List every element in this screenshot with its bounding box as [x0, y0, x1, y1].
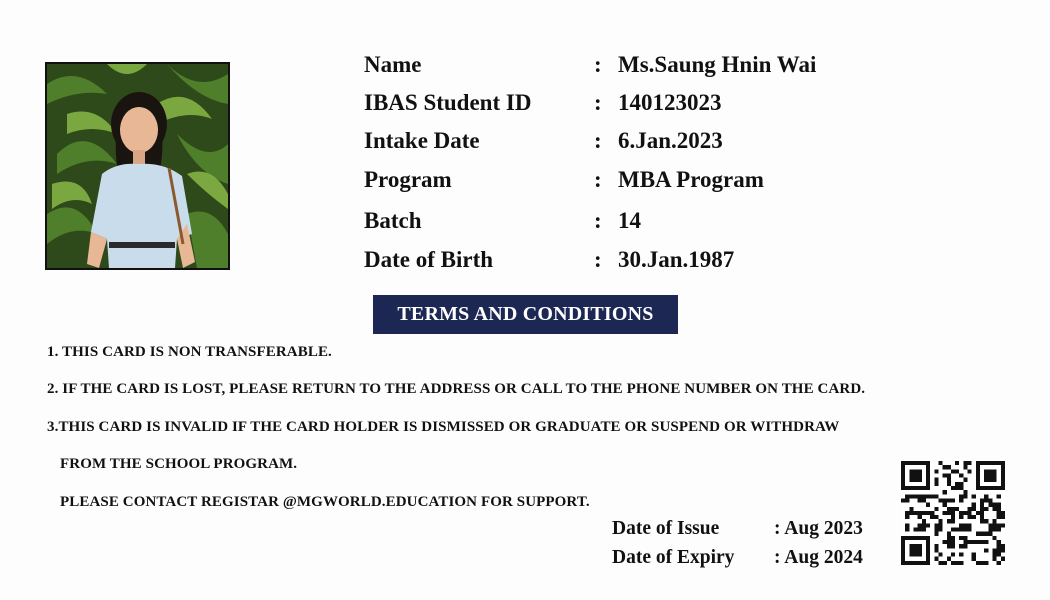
terms-heading: TERMS AND CONDITIONS: [373, 295, 678, 334]
term-line-1: 1. THIS CARD IS NON TRANSFERABLE.: [47, 344, 332, 360]
issue-date-label: Date of Issue: [612, 518, 720, 539]
program-value: MBA Program: [618, 167, 764, 192]
student-id-label: IBAS Student ID: [364, 90, 532, 115]
student-id-colon: :: [594, 90, 602, 115]
intake-date-value: 6.Jan.2023: [618, 128, 723, 153]
info-row-batch: [364, 208, 884, 242]
name-label: Name: [364, 52, 422, 77]
student-photo: [45, 62, 230, 270]
issue-date-value: : Aug 2023: [774, 518, 863, 539]
program-colon: :: [594, 167, 602, 192]
expiry-date-value: : Aug 2024: [774, 547, 863, 568]
dob-label: Date of Birth: [364, 247, 494, 272]
batch-value: 14: [618, 208, 641, 233]
dob-colon: :: [594, 247, 602, 272]
info-row-date-of-birth: [364, 247, 884, 281]
intake-date-label: Intake Date: [364, 128, 480, 153]
program-label: Program: [364, 167, 452, 192]
info-row-student-id: [364, 90, 884, 124]
term-line-3-continued: FROM THE SCHOOL PROGRAM.: [60, 456, 298, 472]
info-row-name: [364, 52, 884, 86]
name-value: Ms.Saung Hnin Wai: [618, 52, 817, 77]
term-line-3: 3.THIS CARD IS INVALID IF THE CARD HOLDER IS DISMISSED OR GRADUATE OR SUSPEND OR WITHDRAW: [47, 419, 840, 435]
intake-date-colon: :: [594, 128, 602, 153]
dob-value: 30.Jan.1987: [618, 247, 735, 272]
batch-colon: :: [594, 208, 602, 233]
term-support-line: PLEASE CONTACT REGISTAR @MGWORLD.EDUCATION FOR SUPPORT.: [60, 494, 590, 510]
info-row-program: [364, 167, 884, 201]
expiry-date-label: Date of Expiry: [612, 547, 735, 568]
info-row-intake-date: [364, 128, 884, 162]
student-id-value: 140123023: [618, 90, 722, 115]
term-line-2: 2. IF THE CARD IS LOST, PLEASE RETURN TO THE ADDRESS OR CALL TO THE PHONE NUMBER ON THE CARD.: [47, 381, 866, 397]
batch-label: Batch: [364, 208, 422, 233]
qr-code: [901, 461, 1005, 565]
name-colon: :: [594, 52, 602, 77]
